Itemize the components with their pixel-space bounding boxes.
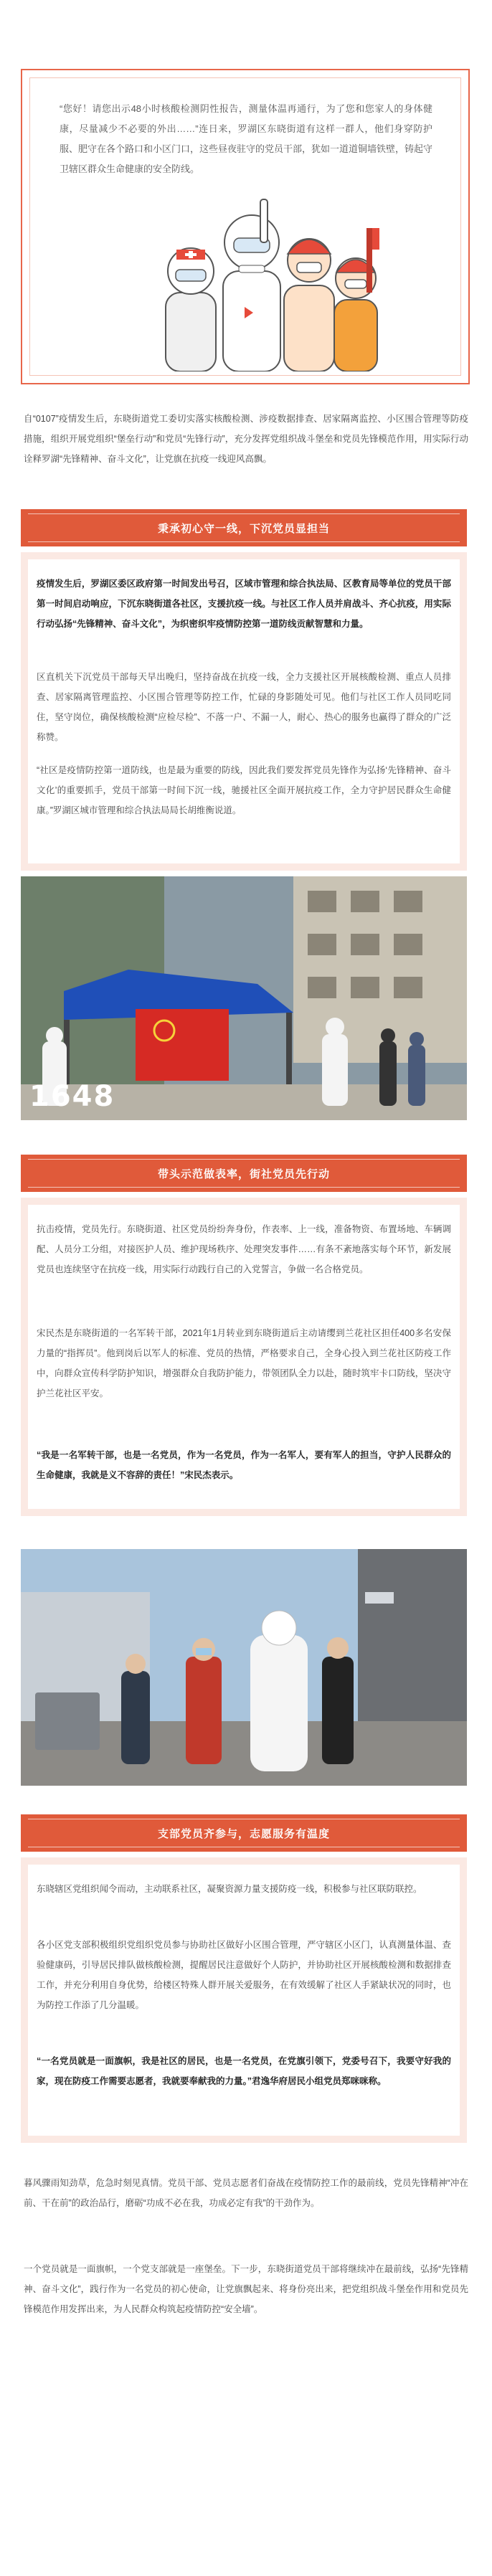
section-3-card bbox=[21, 1857, 467, 2143]
checkpoint-photo-illustration bbox=[21, 1549, 467, 1786]
section-2-paragraph-3: “我是一名军转干部，也是一名党员，作为一名党员，作为一名军人，要有军人的担当，守护人民群众的生命健康，我就是义不容辞的责任！”宋民杰表示。 bbox=[37, 1450, 451, 1480]
section-3-paragraph-3: “一名党员就是一面旗帜，我是社区的居民，也是一名党员，在党旗引领下，党委号召下，我要守好我的家，现在防疫工作需要志愿者，我就要奉献我的力量。”君逸华府居民小组党员郑咪咪称。 bbox=[37, 2056, 451, 2086]
intro-card bbox=[21, 69, 470, 384]
section-2-card bbox=[21, 1198, 467, 1516]
section-1-heading: 秉承初心守一线，下沉党员显担当 bbox=[21, 509, 467, 546]
section-3-paragraph-1: 东晓辖区党组织闻令而动，主动联系社区，凝聚资源力量支援防疫一线，积极参与社区联防联控。 bbox=[37, 1884, 422, 1894]
section-2-paragraph-1: 抗击疫情，党员先行。东晓街道、社区党员纷纷奔身份，作表率、上一线，准备物资、布置场地、车辆调配、人员分工分组，对接医护人员、维护现场秩序、处理突发事件……有条不紊地落实每个环节，新发展党员也连续坚守在抗疫一线，用实际行动践行自己的入党誓言，争做一名合格党员。 bbox=[37, 1224, 451, 1274]
section-1-card bbox=[21, 552, 467, 871]
section-2-paragraph-2: 宋民杰是东晓街道的一名军转干部，2021年1月转业到东晓街道后主动请缨到兰花社区担任400多名安保力量的“指挥员”。他到岗后以军人的标准、党员的热情，严格要求自己，全身心投入到兰花社区防疫工作中，向群众宣传科学防护知识，增强群众自我防护能力，带领团队全力以赴，随时筑牢卡口防线，坚决守护兰花社区平安。 bbox=[37, 1328, 451, 1398]
lead-paragraph: 自“0107”疫情发生后，东晓街道党工委切实落实核酸检测、涉疫数据排查、居家隔离监控、小区围合管理等防疫措施，组织开展党组织“堡垒行动”和党员“先锋行动”，充分发挥党组织战斗堡垒和党员先锋模范作用，用实际行动诠释罗湖“先锋精神、奋斗文化”，让党旗在抗疫一线迎风高飘。 bbox=[24, 414, 468, 464]
section-3-heading: 支部党员齐参与，志愿服务有温度 bbox=[21, 1814, 467, 1852]
section-1-paragraph-3: “社区是疫情防控第一道防线，也是最为重要的防线，因此我们要发挥党员先锋作为弘扬‘先锋精神、奋斗文化’的重要抓手，党员干部第一时间下沉一线，驰援社区全面开展抗疫工作，全力守护居民群众生命健康。”罗湖区城市管理和综合执法局局长胡维衡说道。 bbox=[37, 765, 451, 815]
photo-1-caption: 1648 bbox=[29, 1080, 115, 1113]
section-1-paragraph-2: 区直机关下沉党员干部每天早出晚归，坚持奋战在抗疫一线，全力支援社区开展核酸检测、重点人员排查、居家隔离管理监控、小区围合管理等防控工作，忙碌的身影随处可见。他们与社区工作人员同吃同住，坚守岗位，确保核酸检测“应检尽检”、不落一户、不漏一人，耐心、热心的服务也赢得了群众的广泛称赞。 bbox=[37, 672, 451, 742]
medical-workers-illustration bbox=[151, 185, 381, 371]
intro-text: “您好！请您出示48小时核酸检测阴性报告，测量体温再通行，为了您和您家人的身体健康，尽量减少不必要的外出……”连日来，罗湖区东晓街道有这样一群人，他们身穿防护服、肥守在各个路口和小区门口，这些昼夜驻守的党员干部，犹如一道道铜墙铁壁，铸起守卫辖区群众生命健康的安全防线。 bbox=[60, 103, 433, 174]
section-1-paragraph-1: 疫情发生后，罗湖区委区政府第一时间发出号召，区域市管理和综合执法局、区教育局等单位的党员干部第一时间启动响应，下沉东晓街道各社区，支援抗疫一线。与社区工作人员并肩战斗、齐心抗疫，用实际行动弘扬“先锋精神、奋斗文化”，为织密织牢疫情防控第一道防线贡献智慧和力量。 bbox=[37, 579, 451, 629]
photo-checkpoint bbox=[21, 1549, 467, 1786]
section-3-paragraph-2: 各小区党支部积极组织党组织党员参与协助社区做好小区围合管理，严守辖区小区门，认真测量体温、查验健康码，引导居民排队做核酸检测，提醒居民注意做好个人防护，并协助社区开展核酸检测和数据排查工作，并充分利用自身优势，给楼区特殊人群开展关爱服务，在有效缓解了社区人手紧缺状况的同时，也为防控工作添了几分温暖。 bbox=[37, 1940, 451, 2010]
closing-paragraph-1: 暮风骤雨知劲草，危急时刻见真情。党员干部、党员志愿者们奋战在疫情防控工作的最前线，党员先锋精神“冲在前、干在前”的政治品行，磨砺“功成不必在我，功成必定有我”的干劲作为。 bbox=[24, 2178, 468, 2208]
photo-tent-testing bbox=[21, 876, 467, 1120]
closing-paragraph-2: 一个党员就是一面旗帜，一个党支部就是一座堡垒。下一步，东晓街道党员干部将继续冲在最前线，弘扬“先锋精神、奋斗文化”，践行作为一名党员的初心使命，让党旗飘起来、将身份亮出来，把党组织战斗堡垒作用和党员先锋模范作用发挥出来，为人民群众构筑起疫情防控“安全墙”。 bbox=[24, 2264, 468, 2314]
section-2-heading: 带头示范做表率，街社党员先行动 bbox=[21, 1155, 467, 1192]
